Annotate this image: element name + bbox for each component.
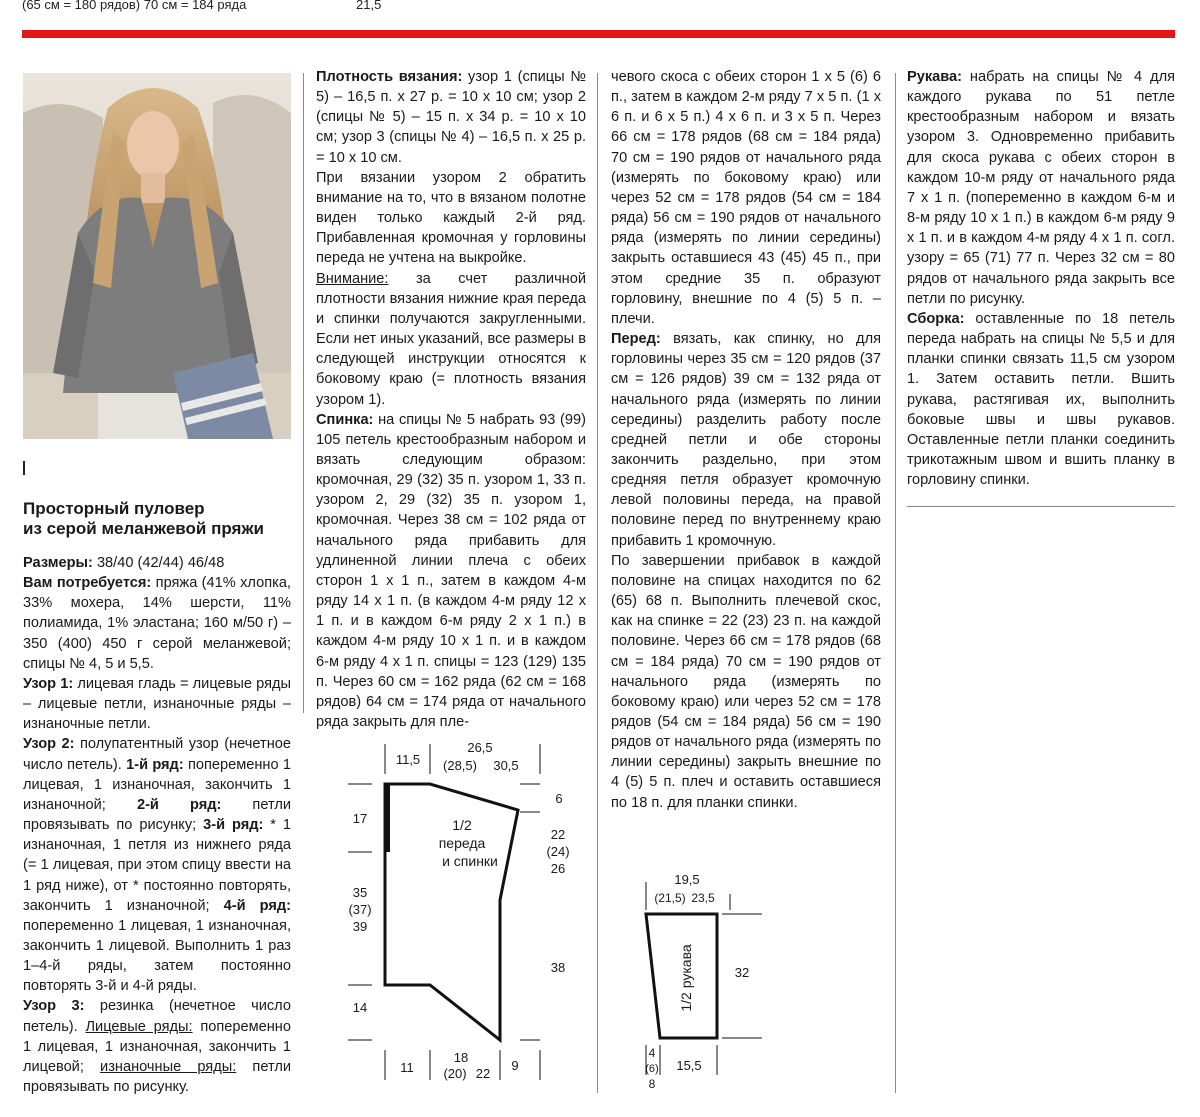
dim-9: 9 (511, 1058, 519, 1073)
front-paragraph-2: По завершении прибавок в каждой половине на спицах находится по 62 (65) 68 п. Выполнить плечевой скос, как на спинке = 22 (23) 23 п. на каждой половине. Через 66 см = 178 рядов (68 см = 184 ряда) 70 см = 190 рядов от начального ряда (измерять по боковому краю) или через 52 см = 178 рядов (54 см = 184 ряда) 56 см = 190 рядов от начального ряда (измерять по линии середины) закрыть внешние по 4 (5) 5 п. плеч и оставить оставшиеся по 18 п. для планки спинки. (611, 552, 881, 811)
pattern-2-paragraph: Узор 2: полупатентный узор (нечетное число петель). 1-й ряд: попеременно 1 лицевая, 1 изнаночная, закончить 1 изнаночной; 2-й ряд: петли провязывать по рисунку; 3-й ряд: * 1 изнаночная, 1 петля из нижнего ряда (= 1 лицевая, при этом спицу ввести на 1 ряд ниже), от * постоянно повторять, закончить 1 изнаночной; 4-й ряд: попеременно 1 лицевая, 1 изнаночная, закончить 1 лицевой. Выполнить 1 раз 1–4-й ряды, затем постоянно повторять 3-й и 4-й ряды. (23, 736, 292, 995)
section-marker (23, 461, 25, 475)
back-paragraph: Спинка: на спицы № 5 набрать 93 (99) 105 петель крестообразным набором и вязать следующим образом: кромочная, 29 (32) 35 п. узором 1, 33 п. узором 2, 29 (32) 35 п. узором 1, кромочная. Через 38 см = 102 ряда от начального ряда прибавить для удлиненной линии плеча с обеих сторон 1 х 1 п., затем в каждом 4-м ряду 14 х 1 п. (в каждом 4-м ряду 12 х 1 п. и в каждом 6-м ряду 2 х 1 п.) в каждом 4-м ряду 10 х 1 п. и в каждом 6-м ряду 4 х 1 п. спицы = 123 (129) 135 п. Через 60 см = 162 ряда (62 см = 168 рядов) 64 см = 174 ряда от начального ряда закрыть для пле- (316, 411, 586, 730)
column-4-rule (907, 506, 1175, 507)
dim-22b: 22 (475, 1066, 491, 1081)
materials-paragraph: Вам потребуется: пряжа (41% хлопка, 33% мохера, 14% шерсти, 11% полиамида, 1% эластана; 160 м/50 г) – 350 (400) 450 г серой меланжевой; спицы № 4, 5 и 5,5. (23, 575, 291, 672)
dim-8: 8 (648, 1077, 656, 1091)
previous-page-fragment: (65 см = 180 рядов) 70 см = 184 ряда (22, 0, 247, 12)
piece-label-3: и спинки (442, 853, 498, 869)
dim-22: 22 (550, 827, 566, 842)
column-2 (316, 67, 586, 732)
sleeves-paragraph: Рукава: набрать на спицы № 4 для каждого рукава по 51 петле крестообразным набором и вязать узором 3. Одновременно прибавить для скоса рукава с обеих сторон в каждом 10-м ряду от начального ряда 7 х 1 п. (попеременно в каждом 6-м и 8-м ряду 10 х 1 п.) в каждом 6-м ряду 9 х 1 п. и в каждом 4-м ряду 4 х 1 п. согл. узору = 65 (71) 77 п. Через 32 см = 80 рядов от начального ряда закрыть все петли по рисунку. (907, 69, 1175, 307)
dim-38: 38 (550, 960, 566, 975)
dim-4: 4 (648, 1046, 656, 1060)
column-divider (895, 73, 896, 1093)
dim-39: 39 (352, 919, 368, 934)
dim-sleeve-top-b: (21,5) (654, 891, 686, 905)
sleeve-schematic (638, 870, 778, 1095)
dim-35: 35 (352, 885, 368, 900)
dim-shoulder-c: 30,5 (493, 758, 519, 773)
model-photo-icon (23, 73, 291, 439)
red-divider-bar (22, 30, 1175, 38)
assembly-paragraph: Сборка: оставленные по 18 петель переда набрать на спицы № 5,5 и для планки спинки связать 11,5 см узором 1. Затем оставить петли. Вшить рукава, растягивая их, выполнить боковые швы и швы рукавов. Оставленные петли планки соединить трикотажным швом и вшить планку в горловину спинки. (907, 310, 1175, 489)
back-continued-paragraph: чевого скоса с обеих сторон 1 х 5 (6) 6 п., затем в каждом 2-м ряду 7 х 5 п. (1 х 6 п. и 6 х 5 п.) 4 х 6 п. и 3 х 5 п. Через 66 см = 178 рядов (68 см = 184 ряда) 70 см = 190 рядов от начального ряда (измерять по боковому краю) или через 52 см = 178 рядов (54 см = 184 ряда) 56 см = 190 рядов от начального ряда (измерять по линии середины) закрыть оставшиеся 43 (45) 45 п., при этом средние 35 п. образуют горловину, внешние по 4 (5) 5 п. – плечи. (611, 69, 881, 327)
column-3 (611, 67, 881, 813)
dim-24: (24) (546, 844, 570, 859)
note-paragraph: При вязании узором 2 обратить внимание на то, что в вязаном полотне виден только каждый 2-й ряд. Прибавленная кромочная у горловины переда не учтена на выкройке. (316, 169, 586, 267)
dim-shoulder-a: 26,5 (467, 740, 493, 755)
dim-26: 26 (550, 861, 566, 876)
column-4 (907, 67, 1175, 490)
dim-6-sleeve: (6) (645, 1063, 659, 1075)
piece-label-2: переда (438, 835, 486, 851)
density-paragraph: Плотность вязания: узор 1 (спицы № 5) – 16,5 п. х 27 р. = 10 х 10 см; узор 2 (спицы № 5) – 15 п. х 34 р. = 10 х 10 см; узор 3 (спицы № 4) – 16,5 п. х 25 р. = 10 х 10 см. (316, 69, 586, 166)
dim-sleeve-top-a: 19,5 (674, 872, 700, 887)
dim-neck: 11,5 (395, 752, 421, 767)
column-divider (597, 73, 598, 1093)
dim-32: 32 (734, 965, 750, 980)
pattern-1-paragraph: Узор 1: лицевая гладь = лицевые ряды – лицевые петли, изнаночные ряды – изнаночные петли. (23, 675, 291, 733)
dim-15-5: 15,5 (676, 1058, 702, 1073)
column-1 (23, 499, 291, 1097)
model-photo (23, 73, 291, 439)
sizes-paragraph: Размеры: 38/40 (42/44) 46/48 (23, 555, 225, 571)
article-title: Просторный пуловер из серой меланжевой пряжи (23, 499, 264, 538)
dim-shoulder-b: (28,5) (443, 758, 477, 773)
front-back-schematic (340, 740, 580, 1090)
previous-page-fragment-number: 21,5 (356, 0, 382, 12)
dim-37: (37) (348, 902, 372, 917)
attention-paragraph: Внимание: за счет различной плотности вязания нижние края переда и спинки получаются закругленными. Если нет иных указаний, все размеры в следующей инструкции относятся к боковому краю (= плотность вязания узором 1). (316, 270, 586, 408)
pattern-3-paragraph: Узор 3: резинка (нечетное число петель). Лицевые ряды: попеременно 1 лицевая, 1 изнаночная, закончить 1 лицевой; изнаночные ряды: петли провязывать по рисунку. (23, 998, 291, 1096)
dim-14: 14 (352, 1000, 368, 1015)
dim-6: 6 (555, 791, 563, 806)
dim-11: 11 (400, 1060, 414, 1075)
dim-20: (20) (443, 1066, 467, 1081)
dim-sleeve-top-c: 23,5 (691, 891, 715, 905)
dim-18: 18 (453, 1050, 469, 1065)
front-paragraph: Перед: вязать, как спинку, но для горловины через 35 см = 120 рядов (37 см = 126 рядов) 39 см = 132 ряда от начального ряда (измерять по линии середины) разделить работу после средней петли и обе стороны закончить раздельно, при этом средняя петля образует кромочную левой половины переда, на правой половине перед по внутреннему краю прибавить 1 кромочную. (611, 331, 881, 549)
dim-17: 17 (352, 811, 368, 826)
sleeve-label: 1/2 рукава (678, 944, 694, 1012)
piece-label-1: 1/2 (452, 817, 472, 833)
column-divider (303, 73, 304, 713)
